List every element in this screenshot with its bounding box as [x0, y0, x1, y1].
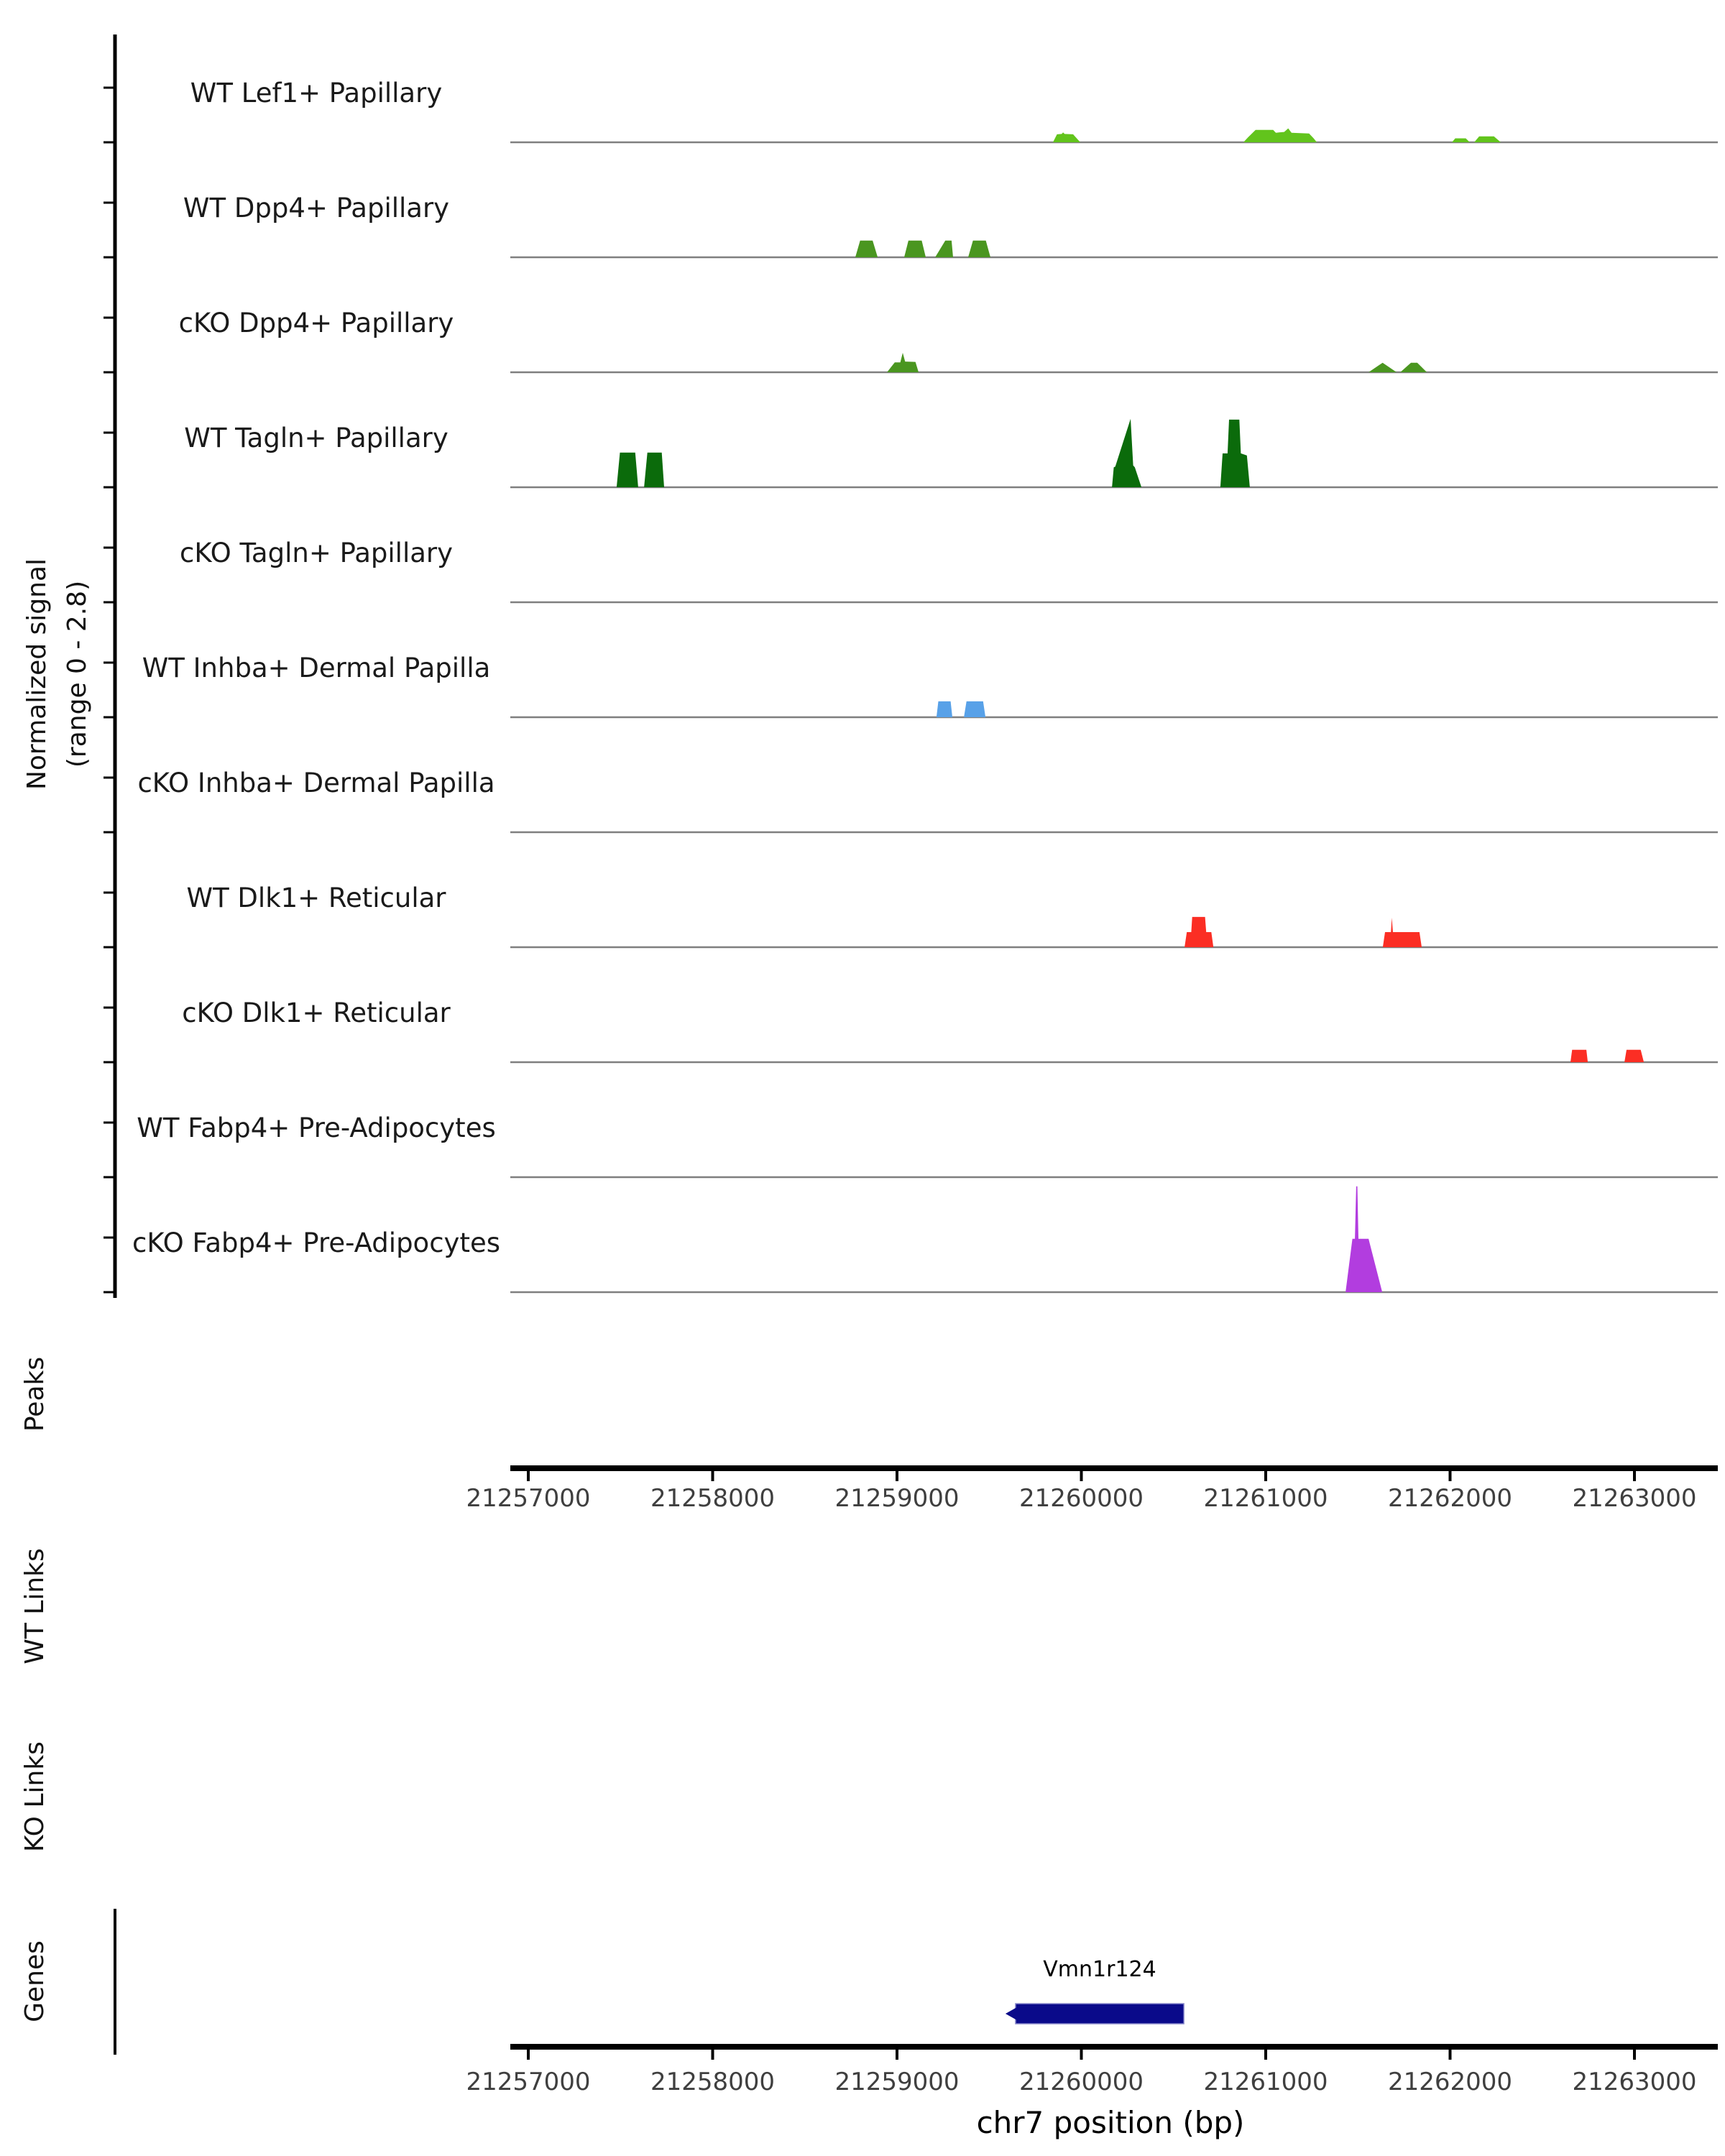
track-label: cKO Dlk1+ Reticular	[182, 998, 451, 1028]
track-label: WT Tagln+ Papillary	[184, 423, 448, 453]
ruler-tick-label: 21257000	[466, 2068, 591, 2096]
signal-peak	[935, 241, 953, 257]
ruler-tick-label: 21263000	[1572, 2068, 1697, 2096]
signal-y-axis	[104, 34, 115, 1298]
signal-peak	[937, 701, 952, 717]
ruler-tick-label: 21262000	[1387, 2068, 1513, 2096]
ruler-tick-label: 21261000	[1203, 1484, 1328, 1513]
ruler-tick-label: 21258000	[650, 1484, 776, 1513]
ruler-tick-label: 21259000	[834, 1484, 960, 1513]
gene-name-label: Vmn1r124	[1043, 1957, 1156, 1982]
signal-peak	[1624, 1050, 1644, 1062]
bottom-genome-ruler	[466, 2047, 1718, 2096]
signal-peak	[887, 353, 919, 372]
signal-track-row	[183, 193, 1718, 257]
track-label: cKO Fabp4+ Pre-Adipocytes	[132, 1227, 501, 1258]
signal-track-row	[179, 308, 1718, 372]
y-axis-label-line2: (range 0 - 2.8)	[63, 580, 92, 768]
track-label: WT Fabp4+ Pre-Adipocytes	[137, 1112, 496, 1143]
track-label: cKO Tagln+ Papillary	[179, 538, 454, 568]
section-label-peaks: Peaks	[20, 1356, 50, 1432]
signal-peak	[1452, 139, 1470, 143]
ruler-tick-label: 21260000	[1018, 1484, 1144, 1513]
signal-peak	[1184, 917, 1213, 947]
track-label: cKO Inhba+ Dermal Papilla	[137, 768, 495, 798]
track-label: WT Dlk1+ Reticular	[186, 883, 446, 913]
signal-peak	[904, 241, 926, 257]
signal-tracks	[132, 78, 1718, 1292]
track-label: WT Dpp4+ Papillary	[183, 193, 450, 224]
ruler-tick-label: 21260000	[1018, 2068, 1144, 2096]
peaks-genome-ruler	[466, 1468, 1718, 1513]
signal-track-row	[137, 768, 1718, 832]
signal-peak	[1400, 363, 1427, 372]
signal-track-row	[184, 419, 1718, 487]
signal-peak	[1112, 419, 1141, 487]
signal-track-row	[182, 998, 1718, 1062]
ruler-tick-label: 21261000	[1203, 2068, 1328, 2096]
signal-track-row	[132, 1187, 1718, 1292]
ruler-tick-label: 21259000	[834, 2068, 960, 2096]
signal-track-row	[186, 883, 1718, 947]
ruler-tick-label: 21257000	[466, 1484, 591, 1513]
signal-peak	[855, 241, 878, 257]
ruler-tick-label: 21263000	[1572, 1484, 1697, 1513]
ruler-tick-label: 21262000	[1387, 1484, 1513, 1513]
signal-peak	[1053, 132, 1080, 142]
gene-strand-arrow-left	[1006, 2007, 1017, 2020]
signal-peak	[1243, 129, 1317, 142]
signal-peak	[1383, 918, 1422, 947]
signal-peak	[617, 453, 638, 487]
signal-peak	[1368, 363, 1397, 372]
ruler-tick-label: 21258000	[650, 2068, 776, 2096]
signal-peak	[968, 241, 990, 257]
section-label-ko-links: KO Links	[20, 1741, 50, 1852]
gene-body	[1016, 2004, 1184, 2024]
y-axis-label-line1: Normalized signal	[22, 558, 52, 791]
genes-panel	[115, 1909, 1184, 2055]
section-label-genes: Genes	[20, 1940, 50, 2022]
signal-track-row	[137, 1112, 1718, 1177]
signal-peak	[964, 701, 985, 717]
signal-peak	[1220, 420, 1250, 487]
signal-track-row	[180, 538, 1718, 602]
track-label: WT Inhba+ Dermal Papilla	[142, 653, 491, 683]
signal-track-row	[190, 78, 1718, 142]
x-axis-title: chr7 position (bp)	[976, 2105, 1245, 2140]
signal-track-row	[142, 653, 1718, 717]
signal-peak	[1474, 137, 1501, 142]
track-label: cKO Dpp4+ Papillary	[178, 308, 454, 338]
signal-peak	[644, 453, 664, 487]
signal-peak	[1346, 1187, 1382, 1292]
section-label-wt-links: WT Links	[20, 1548, 50, 1664]
signal-peak	[1570, 1050, 1588, 1062]
track-label: WT Lef1+ Papillary	[190, 78, 443, 109]
